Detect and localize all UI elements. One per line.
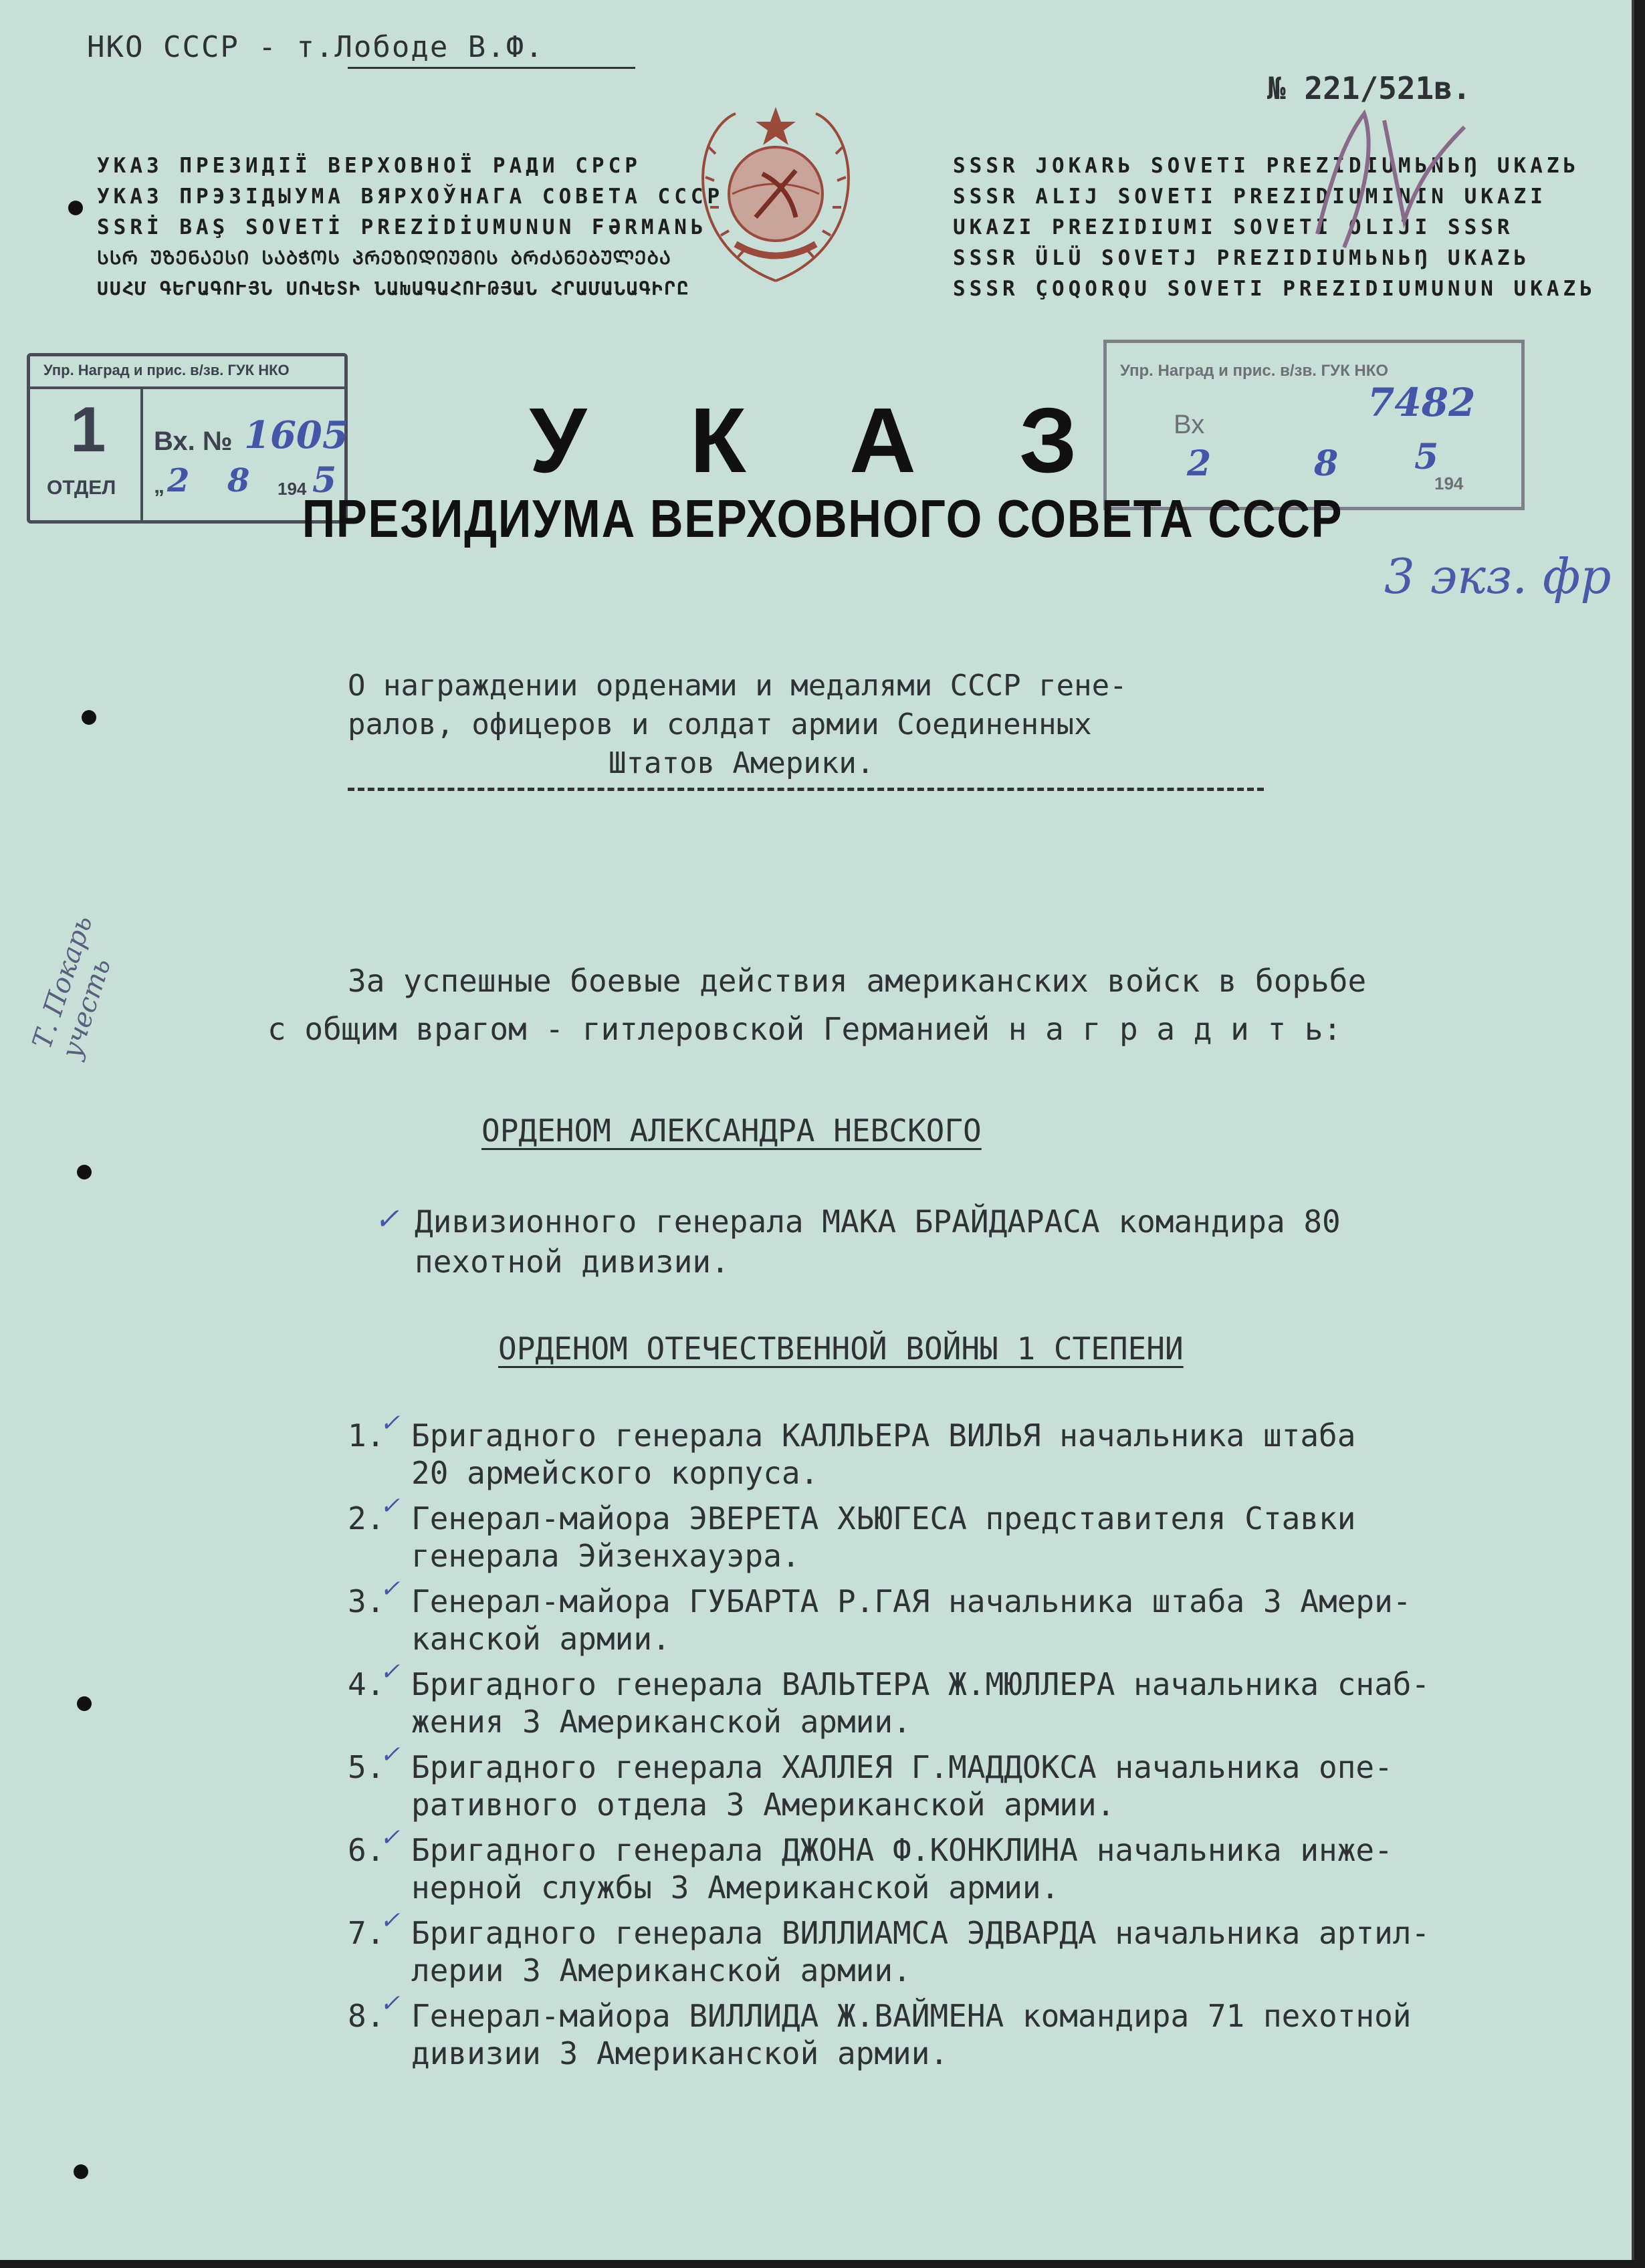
item-line: нерной службы 3 Американской армии.	[411, 1869, 1060, 1906]
punch-hole	[68, 201, 83, 215]
header-left	[97, 150, 724, 304]
check-mark-icon: ✓	[374, 1202, 399, 1236]
check-mark-icon: ✓	[380, 1741, 401, 1769]
header-right-line: SSSR ÜLÜ SOVETJ PREZIDIUMЬNЬŊ UKAZЬ	[953, 246, 1531, 270]
header-right	[953, 150, 1596, 304]
subject-line: О награждении орденами и медалями СССР гене-	[348, 669, 1127, 703]
header-right-line: SSSR JOKARЬ SOVETI PREZIDIUMЬNЬŊ UKAZЬ	[953, 154, 1580, 178]
check-mark-icon: ✓	[380, 1492, 401, 1520]
header-right-line: SSSR ÇOQORQU SOVETI PREZIDIUMUNUN UKAZЬ	[953, 277, 1596, 301]
document-number: № 221/521в.	[1267, 70, 1471, 106]
check-mark-icon: ✓	[380, 1824, 401, 1851]
item-line: дивизии 3 Американской армии.	[411, 2035, 949, 2071]
stamp-title: Упр. Наград и прис. в/зв. ГУК НКО	[1120, 362, 1389, 380]
document-subtitle: ПРЕЗИДИУМА ВЕРХОВНОГО СОВЕТА СССР	[302, 489, 1343, 548]
subject-line: Штатов Америки.	[609, 746, 875, 780]
check-mark-icon: ✓	[380, 1990, 401, 2017]
stamp-date-month: 8	[227, 462, 250, 499]
handwritten-initials-icon	[1304, 100, 1478, 261]
item-line: Генерал-майора ЭВЕРЕТА ХЬЮГЕСА представителя Ставки	[411, 1500, 1356, 1537]
item-line: канской армии.	[411, 1621, 671, 1657]
item-number: 1.	[348, 1418, 385, 1454]
item-line: генерала Эйзенхауэра.	[411, 1538, 800, 1574]
stamp-date-month: 8	[1314, 443, 1339, 484]
order-heading: ОРДЕНОМ ОТЕЧЕСТВЕННОЙ ВОЙНЫ 1 СТЕПЕНИ	[498, 1331, 1184, 1367]
item-line: ративного отдела 3 Американской армии.	[411, 1787, 1115, 1823]
item-number: 5.	[348, 1749, 385, 1785]
item-line: 20 армейского корпуса.	[411, 1455, 819, 1491]
item-line: Бригадного генерала ВАЛЬТЕРА Ж.МЮЛЛЕРА начальника снаб-	[411, 1666, 1430, 1702]
header-right-line: UKAZI PREZIDIUMI SOVETI OLIJI SSSR	[953, 215, 1514, 239]
item-line: жения 3 Американской армии.	[411, 1704, 911, 1740]
stamp-title: Упр. Наград и прис. в/зв. ГУК НКО	[43, 362, 290, 378]
punch-hole	[77, 1165, 92, 1179]
subject-rule	[348, 788, 1264, 791]
check-mark-icon: ✓	[380, 1575, 401, 1603]
stamp-date-sep: „	[154, 473, 164, 497]
header-left-line: УКАЗ ПРЭЗІДЫУМА ВЯРХОЎНАГА СОВЕТА СССР	[97, 185, 724, 209]
item-line: Бригадного генерала ВИЛЛИАМСА ЭДВАРДА начальника артил-	[411, 1915, 1430, 1951]
item-number: 6.	[348, 1832, 385, 1868]
order-heading: ОРДЕНОМ АЛЕКСАНДРА НЕВСКОГО	[481, 1113, 982, 1149]
item-line: Генерал-майора ГУБАРТА Р.ГАЯ начальника штаба 3 Амери-	[411, 1583, 1412, 1619]
ussr-emblem-icon	[695, 94, 856, 288]
stamp-dept-label: ОТДЕЛ	[47, 477, 116, 499]
header-left-line: ᲡᲡᲠ ᲣᲖᲔᲜᲐᲔᲡᲘ ᲡᲐᲑᲭᲝᲡ ᲞᲠᲔᲖᲘᲓᲘᲣᲛᲘᲡ ᲑᲠᲫᲐᲜᲔᲑᲣᲚᲔᲑᲐ	[97, 247, 671, 269]
order-line: пехотной дивизии.	[415, 1244, 730, 1280]
stamp-date-year-suffix: 5	[1414, 437, 1439, 477]
stamp-dept-number: 1	[70, 394, 106, 465]
item-line: Бригадного генерала ХАЛЛЕЯ Г.МАДДОКСА начальника опе-	[411, 1749, 1393, 1785]
punch-hole	[77, 1696, 92, 1711]
stamp-date-day: 2	[1187, 443, 1212, 484]
check-mark-icon: ✓	[380, 1409, 401, 1437]
check-mark-icon: ✓	[380, 1907, 401, 1934]
subject-block	[348, 669, 1127, 785]
preamble-line: с общим врагом - гитлеровской Германией н а г р а д и т ь:	[267, 1011, 1342, 1047]
item-number: 2.	[348, 1500, 385, 1537]
stamp-date-year: 194	[278, 479, 307, 499]
header-right-line: SSSR ALIJ SOVETI PREZIDIUMININ UKAZI	[953, 185, 1547, 209]
stamp-in-label: Вх	[1174, 410, 1205, 439]
stamp-in-number: 1605	[244, 413, 348, 457]
stamp-date-year-suffix: 5	[312, 460, 337, 501]
check-mark-icon: ✓	[380, 1658, 401, 1686]
handwritten-copies-note: 3 экз. фр	[1384, 548, 1612, 604]
item-number: 4.	[348, 1666, 385, 1702]
item-line: лерии 3 Американской армии.	[411, 1952, 911, 1989]
subject-line: ралов, офицеров и солдат армии Соединенных	[348, 707, 1092, 742]
corner-note: НКО СССР - т.Лободе В.Ф.	[87, 30, 544, 64]
header-left-line: УКАЗ ПРЕЗИДІЇ ВЕРХОВНОЇ РАДИ СРСР	[97, 154, 641, 178]
item-number: 8.	[348, 1998, 385, 2034]
document-title: У К А З	[529, 389, 1116, 492]
stamp-date-day: 2	[167, 462, 190, 499]
item-line: Бригадного генерала КАЛЛЬЕРА ВИЛЬЯ начальника штаба	[411, 1418, 1356, 1454]
stamp-in-label: Вх. №	[154, 427, 233, 456]
handwritten-margin-note: Т. Покарь учесть	[27, 911, 118, 1062]
header-left-line: ՍՍՀՄ ԳԵՐԱԳՈՒՅՆ ՍՈՎԵՏԻ ՆԱԽԱԳԱՀՈՒԹՅԱՆ ՀՐԱՄԱՆԱԳԻՐԸ	[97, 277, 690, 300]
item-number: 3.	[348, 1583, 385, 1619]
order-line: Дивизионного генерала МАКА БРАЙДАРАСА командира 80	[415, 1204, 1341, 1240]
punch-hole	[82, 710, 96, 725]
punch-hole	[74, 2164, 88, 2179]
stamp-in-number: 7482	[1367, 380, 1476, 425]
item-line: Генерал-майора ВИЛЛИДА Ж.ВАЙМЕНА командира 71 пехотной	[411, 1998, 1412, 2034]
preamble-line: За успешные боевые действия американских войск в борьбе	[348, 963, 1367, 999]
item-number: 7.	[348, 1915, 385, 1951]
header-left-line: SSRİ BAŞ SOVETİ PREZİDİUMUNUN FƏRMANЬ	[97, 215, 707, 239]
corner-note-underline	[348, 67, 635, 69]
stamp-date-year: 194	[1434, 473, 1464, 493]
item-line: Бригадного генерала ДЖОНА Ф.КОНКЛИНА начальника инже-	[411, 1832, 1393, 1868]
